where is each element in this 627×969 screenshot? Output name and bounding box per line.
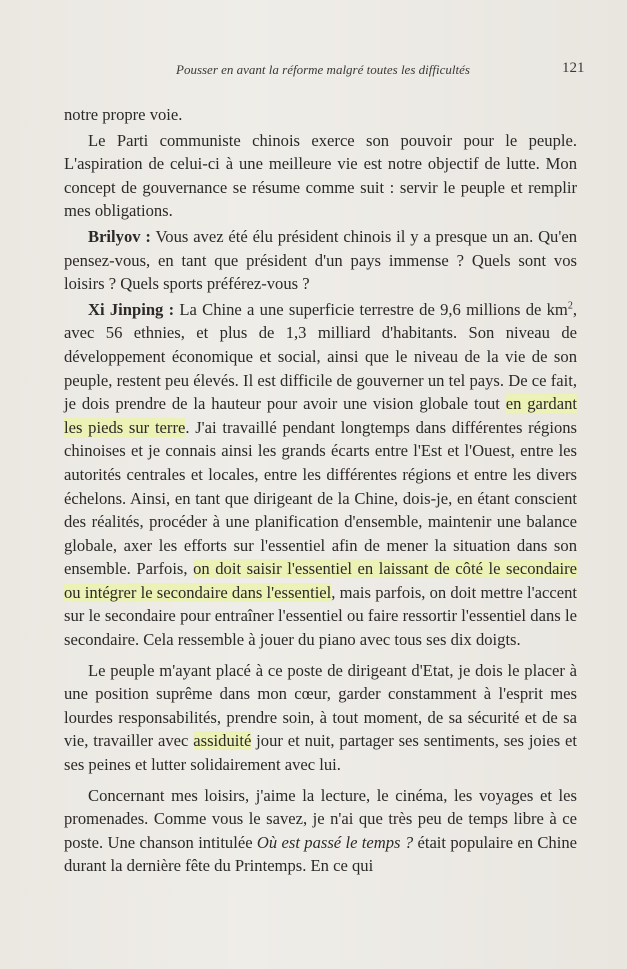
body-text [64, 103, 577, 878]
song-title: Où est passé le temps ? [256, 832, 414, 852]
paragraph: Le peuple m'ayant placé à ce poste de dirigeant d'Etat, je dois le placer à une position suprême dans mon cœur, garder constamment à l'esprit mes lourdes responsabilités, prendre soin, à tout moment, de sa sécurité et de sa vie, travailler avec assiduité jour et nuit, partager ses sentiments, ses joies et ses peines et lutter solidairement avec lui. [64, 660, 577, 775]
page-number: 121 [562, 60, 585, 76]
interview-question: Brilyov : Vous avez été élu président chinois il y a presque un an. Qu'en pensez-vous, en tant que président d'un pays immense ? Quels sont vos loisirs ? Quels sports préférez-vous ? [64, 226, 577, 294]
paragraph: Concernant mes loisirs, j'aime la lecture, le cinéma, les voyages et les promenades. Comme vous le savez, je n'ai que très peu de temps libre à ce poste. Une chanson intitulée Où est passé le temps ? était populaire en Chine durant la dernière fête du Printemps. En ce qui [64, 785, 577, 876]
speaker-name: Brilyov : [88, 226, 151, 246]
speaker-name: Xi Jinping : [88, 299, 175, 319]
paragraph: notre propre voie. [64, 105, 183, 124]
highlighted-text: en gardant les pieds sur terre [64, 394, 577, 437]
running-title: Pousser en avant la réforme malgré toutes les difficultés [176, 62, 470, 77]
page-header [0, 60, 627, 82]
highlighted-text: on doit saisir l'essentiel en laissant de côté le secondaire ou intégrer le secondaire dans l'essentiel [64, 559, 577, 602]
highlighted-text: assiduité [193, 731, 252, 751]
interview-answer: Xi Jinping : La Chine a une superficie terrestre de 9,6 millions de $km^2$, avec 56 ethnies, et plus de 1,3 milliard d'habitants. Son niveau de développement économique et social, ainsi que le niveau de la vie de son peuple, restent peu élevés. Il est difficile de gouverner un tel pays. De ce fait, je dois prendre de la hauteur pour avoir une vision globale tout en gardant les pieds sur terre. J'ai travaillé pendant longtemps dans différentes régions chinoises et je connais ainsi les grands écarts entre l'Est et l'Ouest, entre les autorités centrales et locales, entre les différentes régions et entre les divers échelons. Ainsi, en tant que dirigeant de la Chine, dois-je, en étant conscient des réalités, procéder à une planification d'ensemble, maintenir une balance globale, axer les efforts sur l'essentiel afin de mener la situation dans son ensemble. Parfois, on doit saisir l'essentiel en laissant de côté le secondaire ou intégrer le secondaire dans l'essentiel, mais parfois, on doit mettre l'accent sur le secondaire pour entraîner l'essentiel ou faire ressortir l'essentiel dans le secondaire. Cela ressemble à jouer du piano avec tous ses dix doigts. [64, 299, 578, 650]
superscript: 2 [567, 300, 573, 312]
paragraph: Le Parti communiste chinois exerce son pouvoir pour le peuple. L'aspiration de celui-ci à une meilleure vie est notre objectif de lutte. Mon concept de gouvernance se résume comme suit : servir le peuple et remplir mes obligations. [64, 130, 577, 221]
